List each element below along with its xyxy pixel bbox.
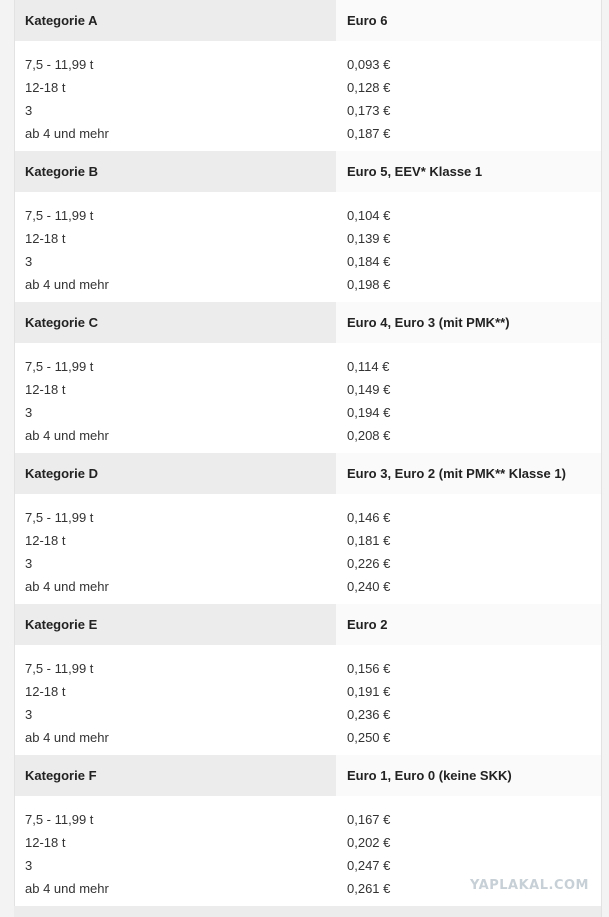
watermark: YAPLAKAL.COM [470, 878, 589, 893]
weight-class-text: 12-18 t [25, 231, 66, 246]
category-header-row [14, 0, 602, 41]
weight-class-text: 12-18 t [25, 533, 66, 548]
axle-weight-cell [14, 192, 336, 302]
weight-class-text: 3 [25, 858, 33, 873]
toll-rate-text: 0,194 € [347, 405, 391, 420]
weight-class-text: 12-18 t [25, 684, 66, 699]
weight-class-text: 12-18 t [25, 80, 66, 95]
emission-class-label: Euro 3, Euro 2 (mit PMK** Klasse 1) [336, 453, 602, 494]
weight-class-text: ab 4 und mehr [25, 881, 109, 896]
category-label: Kategorie E [14, 604, 336, 645]
toll-rate-text: 0,181 € [347, 533, 391, 548]
toll-rate-text: 0,114 € [347, 359, 390, 374]
toll-rate-table-container [14, 0, 602, 917]
toll-rate-text: 0,208 € [347, 428, 391, 443]
toll-rate-text: 0,191 € [347, 684, 391, 699]
toll-rate-text: 0,167 € [347, 812, 391, 827]
toll-rate-text: 0,093 € [347, 57, 391, 72]
category-header-row [14, 453, 602, 494]
toll-rate-text: 0,139 € [347, 231, 391, 246]
category-label: Kategorie C [14, 302, 336, 343]
weight-class-text: 3 [25, 103, 33, 118]
weight-class-text: 12-18 t [25, 382, 66, 397]
emission-class-label: Euro 1, Euro 0 (keine SKK) [336, 755, 602, 796]
category-label: Kategorie A [14, 0, 336, 41]
category-rates-row [14, 192, 602, 302]
category-header-row [14, 302, 602, 343]
weight-class-text: ab 4 und mehr [25, 730, 109, 745]
toll-rate-text: 0,128 € [347, 80, 391, 95]
weight-class-text: ab 4 und mehr [25, 277, 109, 292]
toll-rate-text: 0,202 € [347, 835, 391, 850]
toll-rate-text: 0,261 € [347, 881, 391, 896]
axle-weight-cell [14, 494, 336, 604]
category-label: Kategorie B [14, 151, 336, 192]
weight-class-text: 7,5 - 11,99 t [25, 359, 94, 374]
category-label: Kategorie D [14, 453, 336, 494]
axle-weight-cell [14, 41, 336, 151]
weight-class-text: 7,5 - 11,99 t [25, 208, 94, 223]
category-rates-row [14, 41, 602, 151]
rate-cell [336, 192, 602, 302]
toll-rate-text: 0,240 € [347, 579, 391, 594]
axle-weight-cell [14, 796, 336, 906]
emission-class-label: Euro 5, EEV* Klasse 1 [336, 151, 602, 192]
weight-class-text: ab 4 und mehr [25, 126, 109, 141]
emission-class-label: Euro 6 [336, 0, 602, 41]
rate-cell [336, 494, 602, 604]
weight-class-text: 7,5 - 11,99 t [25, 510, 94, 525]
axle-weight-cell [14, 645, 336, 755]
toll-rate-text: 0,247 € [347, 858, 391, 873]
rate-cell [336, 343, 602, 453]
toll-rate-text: 0,187 € [347, 126, 391, 141]
weight-class-text: ab 4 und mehr [25, 428, 109, 443]
emission-class-label: Euro 4, Euro 3 (mit PMK**) [336, 302, 602, 343]
toll-rate-table [14, 0, 602, 906]
weight-class-text: 7,5 - 11,99 t [25, 661, 94, 676]
rate-cell [336, 645, 602, 755]
weight-class-text: 3 [25, 254, 33, 269]
category-rates-row [14, 343, 602, 453]
next-section-stripe [14, 906, 602, 917]
toll-rate-text: 0,149 € [347, 382, 391, 397]
category-header-row [14, 755, 602, 796]
toll-rate-text: 0,104 € [347, 208, 391, 223]
toll-rate-text: 0,184 € [347, 254, 391, 269]
category-header-row [14, 604, 602, 645]
weight-class-text: 3 [25, 707, 33, 722]
weight-class-text: 7,5 - 11,99 t [25, 812, 94, 827]
weight-class-text: 12-18 t [25, 835, 66, 850]
category-header-row [14, 151, 602, 192]
category-rates-row [14, 494, 602, 604]
category-label: Kategorie F [14, 755, 336, 796]
weight-class-text: ab 4 und mehr [25, 579, 109, 594]
rate-cell [336, 41, 602, 151]
toll-rate-text: 0,226 € [347, 556, 391, 571]
toll-rate-text: 0,250 € [347, 730, 391, 745]
toll-rate-text: 0,146 € [347, 510, 391, 525]
toll-rate-text: 0,236 € [347, 707, 391, 722]
toll-rate-text: 0,198 € [347, 277, 391, 292]
emission-class-label: Euro 2 [336, 604, 602, 645]
category-rates-row [14, 645, 602, 755]
weight-class-text: 3 [25, 556, 33, 571]
axle-weight-cell [14, 343, 336, 453]
toll-rate-text: 0,173 € [347, 103, 391, 118]
weight-class-text: 3 [25, 405, 33, 420]
toll-rate-text: 0,156 € [347, 661, 391, 676]
weight-class-text: 7,5 - 11,99 t [25, 57, 94, 72]
